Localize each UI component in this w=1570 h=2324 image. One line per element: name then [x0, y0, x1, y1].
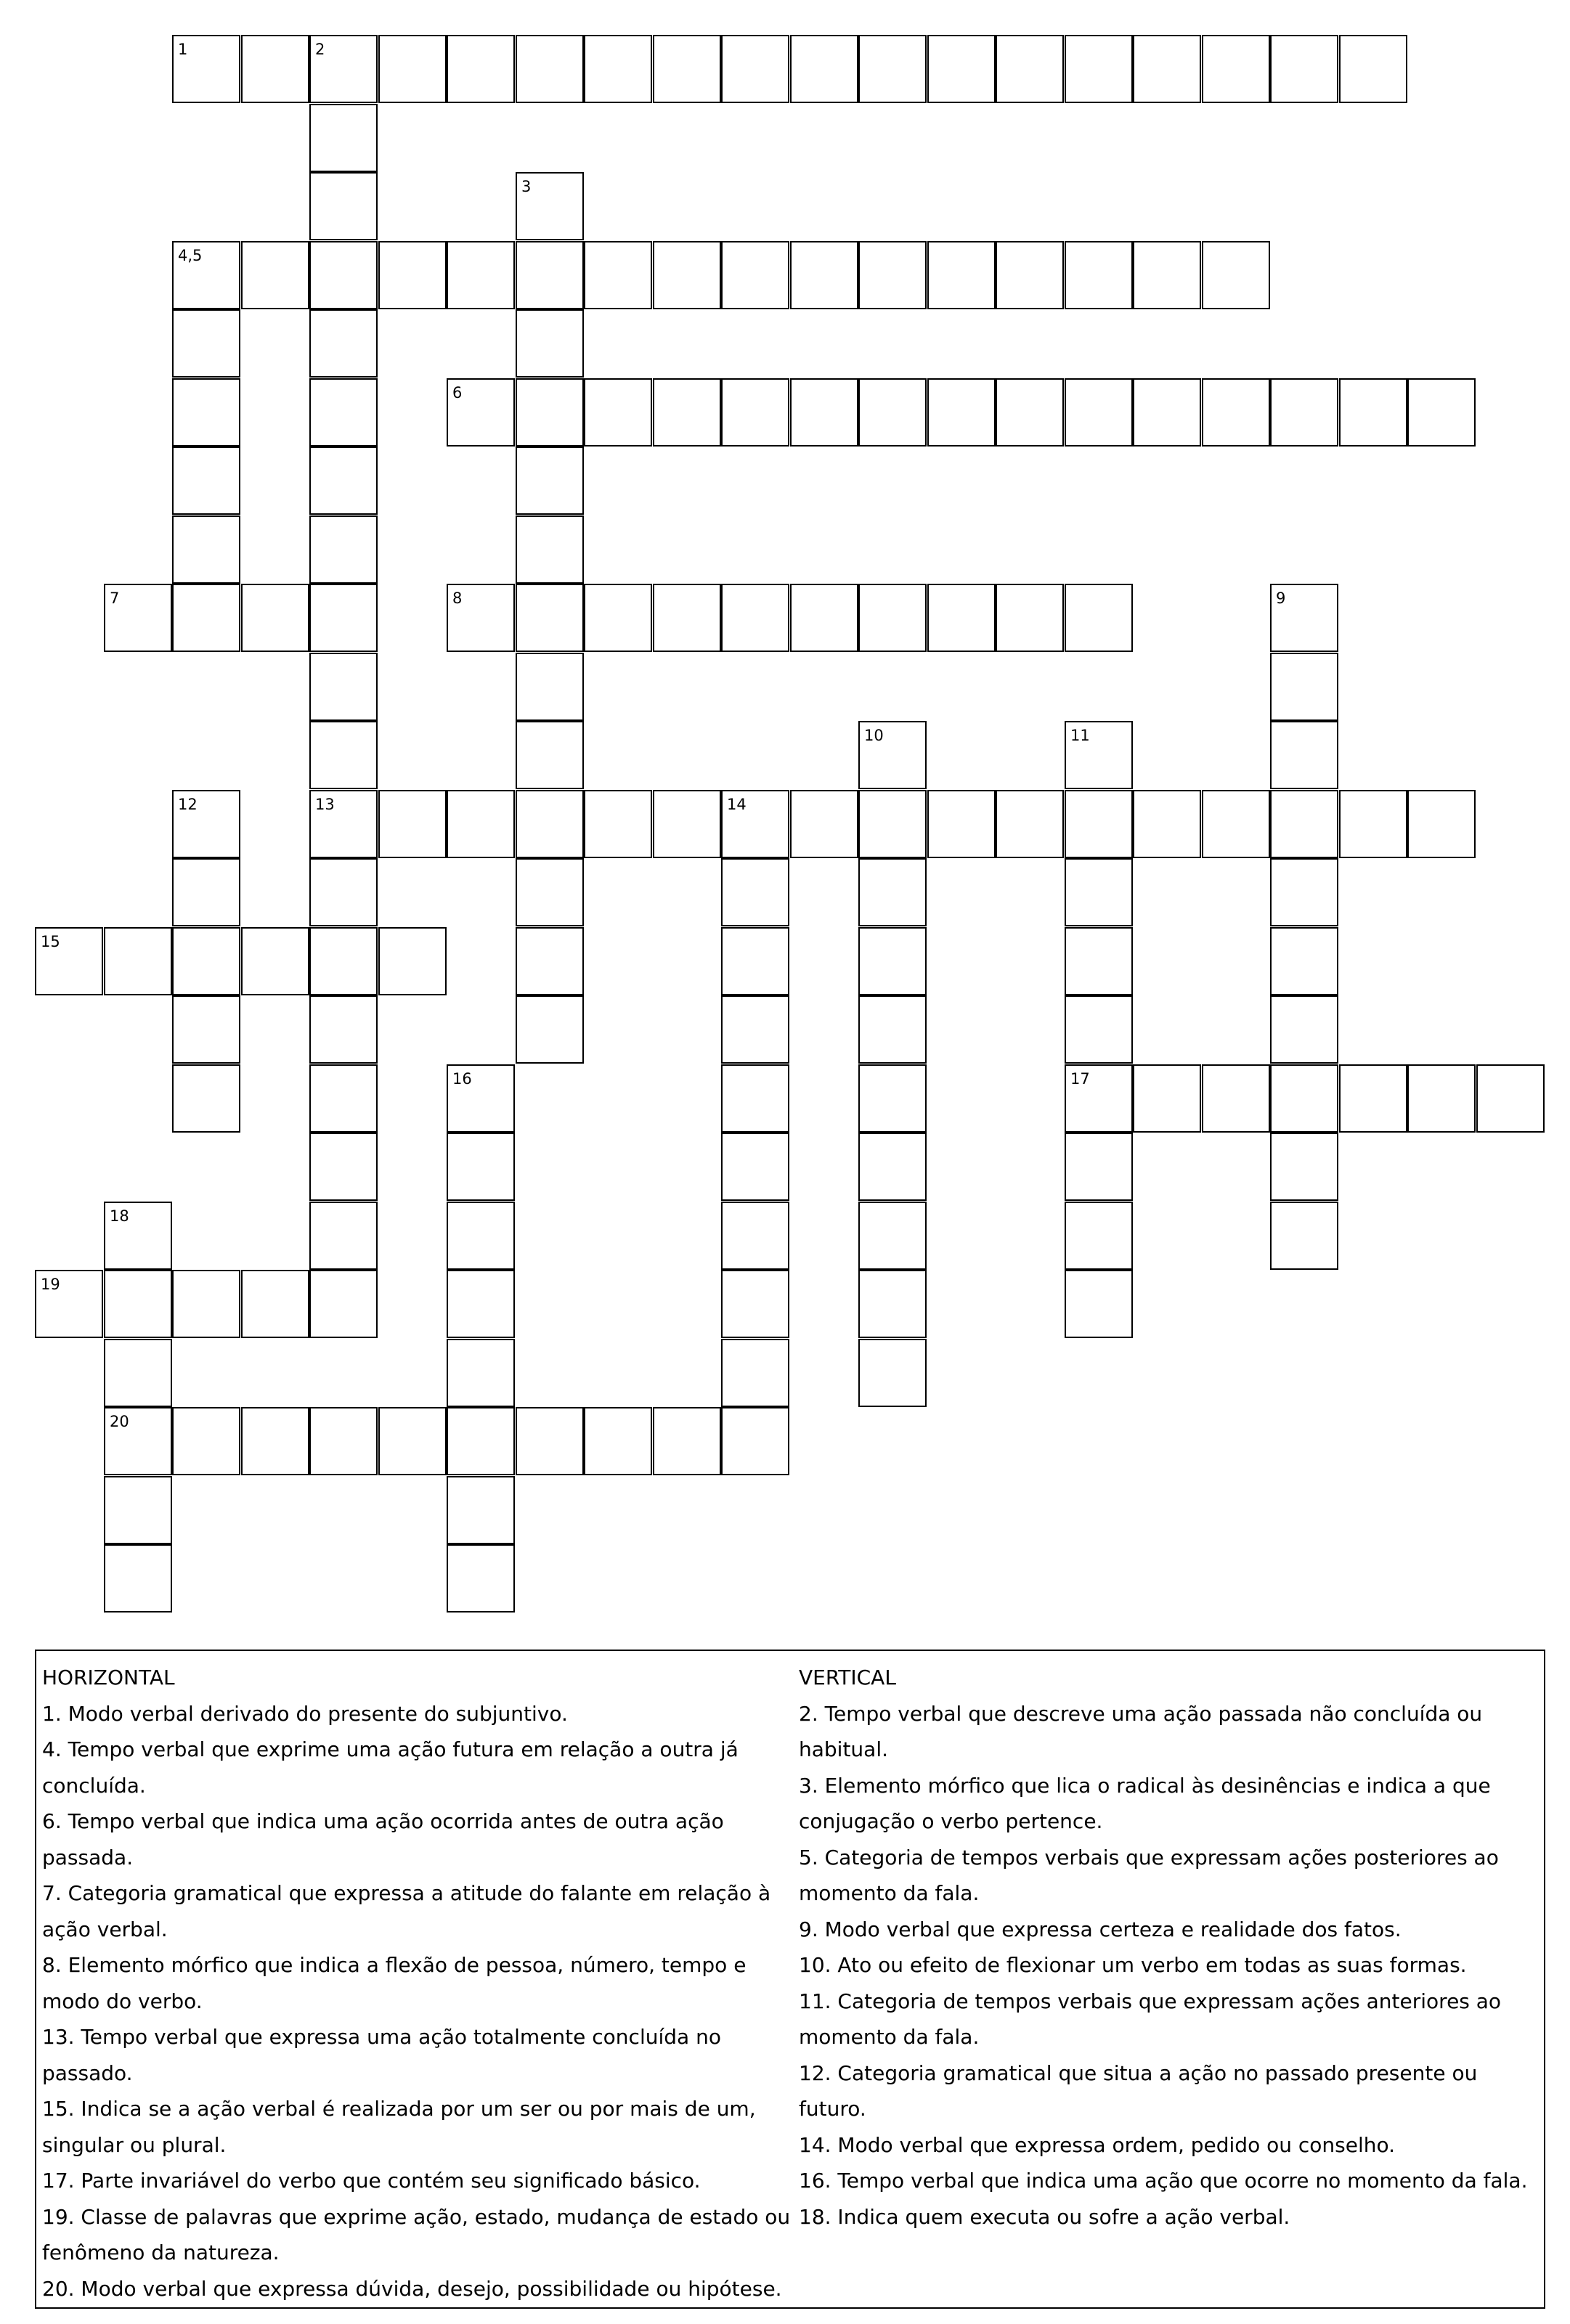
- grid-cell[interactable]: [172, 447, 240, 515]
- clue-h-8: 8. Elemento mórfico que indica a flexão de pessoa, número, tempo e modo do verbo.: [42, 1953, 747, 2013]
- grid-cell[interactable]: [309, 104, 378, 172]
- grid-cell[interactable]: [721, 1202, 789, 1270]
- grid-cell[interactable]: [721, 927, 789, 995]
- grid-cell[interactable]: [653, 584, 721, 652]
- clue-h-7: 7. Categoria gramatical que expressa a atitude do falante em relação à ação verbal.: [42, 1881, 771, 1941]
- clue-number: 11: [1070, 727, 1090, 744]
- grid-cell[interactable]: [653, 1407, 721, 1475]
- grid-cell[interactable]: [653, 241, 721, 309]
- grid-cell[interactable]: [309, 1202, 378, 1270]
- grid-cell[interactable]: [516, 653, 584, 721]
- grid-cell[interactable]: [1133, 1064, 1201, 1133]
- grid-cell[interactable]: [996, 35, 1064, 103]
- grid-cell[interactable]: [790, 378, 858, 447]
- grid-cell[interactable]: [790, 584, 858, 652]
- grid-cell[interactable]: [1339, 35, 1407, 103]
- grid-cell[interactable]: [447, 241, 515, 309]
- grid-cell[interactable]: [1270, 653, 1338, 721]
- grid-cell[interactable]: [1065, 1133, 1133, 1201]
- grid-cell[interactable]: [721, 995, 789, 1064]
- grid-cell[interactable]: [309, 858, 378, 926]
- grid-cell[interactable]: [516, 584, 584, 652]
- grid-cell[interactable]: [241, 241, 309, 309]
- grid-cell[interactable]: [584, 241, 652, 309]
- grid-cell[interactable]: [309, 584, 378, 652]
- grid-cell[interactable]: [653, 790, 721, 858]
- grid-cell[interactable]: [790, 790, 858, 858]
- grid-cell[interactable]: [447, 1270, 515, 1338]
- grid-cell[interactable]: [1270, 35, 1338, 103]
- grid-cell[interactable]: [1202, 1064, 1270, 1133]
- grid-cell[interactable]: [1339, 378, 1407, 447]
- grid-cell[interactable]: [584, 35, 652, 103]
- grid-cell[interactable]: [1407, 1064, 1476, 1133]
- grid-cell[interactable]: [996, 378, 1064, 447]
- grid-cell[interactable]: [104, 1544, 172, 1612]
- grid-cell[interactable]: [1065, 1202, 1133, 1270]
- grid-cell[interactable]: [1202, 790, 1270, 858]
- grid-cell[interactable]: [516, 515, 584, 584]
- grid-cell[interactable]: [721, 1064, 789, 1133]
- grid-cell[interactable]: [721, 1270, 789, 1338]
- grid-cell[interactable]: [516, 995, 584, 1064]
- grid-cell[interactable]: [584, 378, 652, 447]
- grid-cell[interactable]: [927, 584, 996, 652]
- grid-cell[interactable]: [653, 378, 721, 447]
- grid-cell[interactable]: [1270, 378, 1338, 447]
- grid-cell[interactable]: [1065, 241, 1133, 309]
- grid-cell[interactable]: [1270, 927, 1338, 995]
- grid-cell[interactable]: [858, 1270, 927, 1338]
- grid-cell[interactable]: [172, 1064, 240, 1133]
- grid-cell[interactable]: [309, 1064, 378, 1133]
- clue-h-6: 6. Tempo verbal que indica uma ação ocorrida antes de outra ação passada.: [42, 1809, 724, 1870]
- grid-cell[interactable]: [858, 241, 927, 309]
- grid-cell[interactable]: [309, 378, 378, 447]
- grid-cell[interactable]: [1270, 1202, 1338, 1270]
- grid-cell[interactable]: [927, 790, 996, 858]
- clue-v-9: 9. Modo verbal que expressa certeza e realidade dos fatos.: [799, 1917, 1402, 1941]
- grid-cell[interactable]: [1202, 241, 1270, 309]
- clue-v-2: 2. Tempo verbal que descreve uma ação passada não concluída ou habitual.: [799, 1701, 1483, 1761]
- grid-cell[interactable]: [1202, 378, 1270, 447]
- horizontal-clues: [42, 1660, 797, 2307]
- grid-cell[interactable]: [858, 584, 927, 652]
- grid-cell[interactable]: [1339, 1064, 1407, 1133]
- grid-cell[interactable]: [104, 1476, 172, 1544]
- grid-cell[interactable]: [104, 1270, 172, 1338]
- clue-number: 1: [178, 41, 188, 58]
- grid-cell[interactable]: [241, 35, 309, 103]
- clue-number: 17: [1070, 1070, 1090, 1088]
- grid-cell[interactable]: [309, 1133, 378, 1201]
- grid-cell[interactable]: [653, 35, 721, 103]
- grid-cell[interactable]: [104, 927, 172, 995]
- grid-cell[interactable]: [516, 1407, 584, 1475]
- grid-cell[interactable]: [516, 858, 584, 926]
- grid-cell[interactable]: [516, 447, 584, 515]
- grid-cell[interactable]: [721, 1339, 789, 1407]
- grid-cell[interactable]: [172, 927, 240, 995]
- grid-cell[interactable]: [309, 1407, 378, 1475]
- grid-cell[interactable]: [721, 584, 789, 652]
- grid-cell[interactable]: [584, 584, 652, 652]
- clue-number: 15: [41, 933, 60, 950]
- clue-number: 16: [452, 1070, 472, 1088]
- grid-cell[interactable]: [516, 927, 584, 995]
- grid-cell[interactable]: [1339, 790, 1407, 858]
- grid-cell[interactable]: [447, 1544, 515, 1612]
- grid-cell[interactable]: [858, 1339, 927, 1407]
- clue-number: 18: [110, 1207, 129, 1225]
- grid-cell[interactable]: [309, 653, 378, 721]
- vertical-clues: [799, 1660, 1547, 2235]
- vertical-heading: VERTICAL: [799, 1665, 896, 1689]
- grid-cell[interactable]: [172, 1407, 240, 1475]
- grid-cell[interactable]: [858, 927, 927, 995]
- clue-v-10: 10. Ato ou efeito de flexionar um verbo em todas as suas formas.: [799, 1953, 1467, 1977]
- clue-v-12: 12. Categoria gramatical que situa a ação no passado presente ou futuro.: [799, 2060, 1478, 2121]
- grid-cell[interactable]: [1270, 721, 1338, 789]
- clue-h-15: 15. Indica se a ação verbal é realizada por um ser ou por mais de um, singular ou plural.: [42, 2097, 756, 2157]
- clue-number: 14: [727, 796, 747, 813]
- grid-cell[interactable]: [996, 241, 1064, 309]
- grid-cell[interactable]: [172, 1270, 240, 1338]
- grid-cell[interactable]: [516, 721, 584, 789]
- clue-h-20: 20. Modo verbal que expressa dúvida, desejo, possibilidade ou hipótese.: [42, 2276, 782, 2301]
- grid-cell[interactable]: [1065, 790, 1133, 858]
- clue-v-18: 18. Indica quem executa ou sofre a ação verbal.: [799, 2204, 1290, 2229]
- clue-h-1: 1. Modo verbal derivado do presente do subjuntivo.: [42, 1701, 568, 1726]
- grid-cell[interactable]: [447, 1339, 515, 1407]
- grid-cell[interactable]: [1270, 858, 1338, 926]
- grid-cell[interactable]: [790, 35, 858, 103]
- grid-cell[interactable]: [996, 584, 1064, 652]
- grid-cell[interactable]: [584, 1407, 652, 1475]
- grid-cell[interactable]: [447, 35, 515, 103]
- horizontal-heading: HORIZONTAL: [42, 1665, 175, 1689]
- grid-cell[interactable]: [447, 1202, 515, 1270]
- grid-cell[interactable]: [309, 515, 378, 584]
- grid-cell[interactable]: [858, 1133, 927, 1201]
- grid-cell[interactable]: [1407, 790, 1476, 858]
- clue-number: 8: [452, 590, 463, 607]
- grid-cell[interactable]: [172, 584, 240, 652]
- grid-cell[interactable]: [996, 790, 1064, 858]
- grid-cell[interactable]: [516, 378, 584, 447]
- grid-cell[interactable]: [172, 309, 240, 378]
- grid-cell[interactable]: [309, 927, 378, 995]
- grid-cell[interactable]: [378, 927, 447, 995]
- grid-cell[interactable]: [721, 1407, 789, 1475]
- grid-cell[interactable]: [1065, 995, 1133, 1064]
- grid-cell[interactable]: [447, 1476, 515, 1544]
- grid-cell[interactable]: [172, 995, 240, 1064]
- grid-cell[interactable]: [790, 241, 858, 309]
- grid-cell[interactable]: [1133, 378, 1201, 447]
- clue-h-19: 19. Classe de palavras que exprime ação, estado, mudança de estado ou fenômeno da natureza.: [42, 2204, 791, 2264]
- grid-cell[interactable]: [858, 35, 927, 103]
- clues-panel: [35, 1650, 1545, 2309]
- clue-v-11: 11. Categoria de tempos verbais que expressam ações anteriores ao momento da fala.: [799, 1989, 1502, 2049]
- clue-number: 2: [315, 41, 325, 58]
- grid-cell[interactable]: [1065, 35, 1133, 103]
- grid-cell[interactable]: [1270, 1064, 1338, 1133]
- grid-cell[interactable]: [1407, 378, 1476, 447]
- clue-number: 20: [110, 1413, 129, 1430]
- grid-cell[interactable]: [721, 241, 789, 309]
- clue-v-14: 14. Modo verbal que expressa ordem, pedido ou conselho.: [799, 2132, 1396, 2157]
- grid-cell[interactable]: [927, 241, 996, 309]
- clue-number: 12: [178, 796, 198, 813]
- grid-cell[interactable]: [516, 35, 584, 103]
- grid-cell[interactable]: [1270, 1133, 1338, 1201]
- clue-number: 13: [315, 796, 335, 813]
- grid-cell[interactable]: [241, 1407, 309, 1475]
- grid-cell[interactable]: [378, 241, 447, 309]
- grid-cell[interactable]: [172, 858, 240, 926]
- grid-cell[interactable]: [309, 1270, 378, 1338]
- grid-cell[interactable]: [927, 35, 996, 103]
- clue-number: 19: [41, 1276, 60, 1293]
- grid-cell[interactable]: [1202, 35, 1270, 103]
- grid-cell[interactable]: [1270, 995, 1338, 1064]
- grid-cell[interactable]: [309, 172, 378, 240]
- grid-cell[interactable]: [1476, 1064, 1545, 1133]
- grid-cell[interactable]: [378, 35, 447, 103]
- grid-cell[interactable]: [858, 858, 927, 926]
- grid-cell[interactable]: [721, 35, 789, 103]
- grid-cell[interactable]: [721, 378, 789, 447]
- clue-h-13: 13. Tempo verbal que expressa uma ação totalmente concluída no passado.: [42, 2025, 721, 2085]
- grid-cell[interactable]: [241, 584, 309, 652]
- clue-number: 7: [110, 590, 120, 607]
- grid-cell[interactable]: [858, 1064, 927, 1133]
- clue-v-3: 3. Elemento mórfico que lica o radical às desinências e indica a que conjugação o verbo pertence.: [799, 1773, 1491, 1833]
- grid-cell[interactable]: [858, 1202, 927, 1270]
- grid-cell[interactable]: [721, 858, 789, 926]
- grid-cell[interactable]: [858, 790, 927, 858]
- grid-cell[interactable]: [309, 241, 378, 309]
- grid-cell[interactable]: [584, 790, 652, 858]
- grid-cell[interactable]: [1065, 378, 1133, 447]
- clue-h-17: 17. Parte invariável do verbo que contém seu significado básico.: [42, 2169, 701, 2193]
- grid-cell[interactable]: [309, 995, 378, 1064]
- clue-h-4: 4. Tempo verbal que exprime uma ação futura em relação a outra já concluída.: [42, 1737, 739, 1798]
- grid-cell[interactable]: [104, 1339, 172, 1407]
- grid-cell[interactable]: [927, 378, 996, 447]
- grid-cell[interactable]: [721, 1133, 789, 1201]
- grid-cell[interactable]: [1065, 584, 1133, 652]
- clue-number: 10: [864, 727, 884, 744]
- grid-cell[interactable]: [378, 790, 447, 858]
- grid-cell[interactable]: [378, 1407, 447, 1475]
- clue-number: 6: [452, 384, 463, 401]
- grid-cell[interactable]: [858, 378, 927, 447]
- grid-cell[interactable]: [1065, 858, 1133, 926]
- clue-number: 4,5: [178, 247, 203, 264]
- grid-cell[interactable]: [1065, 927, 1133, 995]
- grid-cell[interactable]: [516, 241, 584, 309]
- grid-cell[interactable]: [1133, 790, 1201, 858]
- clue-number: 9: [1276, 590, 1286, 607]
- grid-cell[interactable]: [172, 378, 240, 447]
- grid-cell[interactable]: [172, 515, 240, 584]
- grid-cell[interactable]: [1133, 241, 1201, 309]
- grid-cell[interactable]: [241, 927, 309, 995]
- grid-cell[interactable]: [309, 721, 378, 789]
- grid-cell[interactable]: [241, 1270, 309, 1338]
- grid-cell[interactable]: [447, 790, 515, 858]
- grid-cell[interactable]: [858, 995, 927, 1064]
- grid-cell[interactable]: [516, 309, 584, 378]
- grid-cell[interactable]: [309, 309, 378, 378]
- clue-v-16: 16. Tempo verbal que indica uma ação que ocorre no momento da fala.: [799, 2169, 1528, 2193]
- grid-cell[interactable]: [447, 1407, 515, 1475]
- grid-cell[interactable]: [516, 790, 584, 858]
- grid-cell[interactable]: [447, 1133, 515, 1201]
- grid-cell[interactable]: [1270, 790, 1338, 858]
- clue-number: 3: [521, 178, 532, 195]
- grid-cell[interactable]: [1065, 1270, 1133, 1338]
- grid-cell[interactable]: [309, 447, 378, 515]
- grid-cell[interactable]: [1133, 35, 1201, 103]
- clue-v-5: 5. Categoria de tempos verbais que expressam ações posteriores ao momento da fala.: [799, 1845, 1499, 1905]
